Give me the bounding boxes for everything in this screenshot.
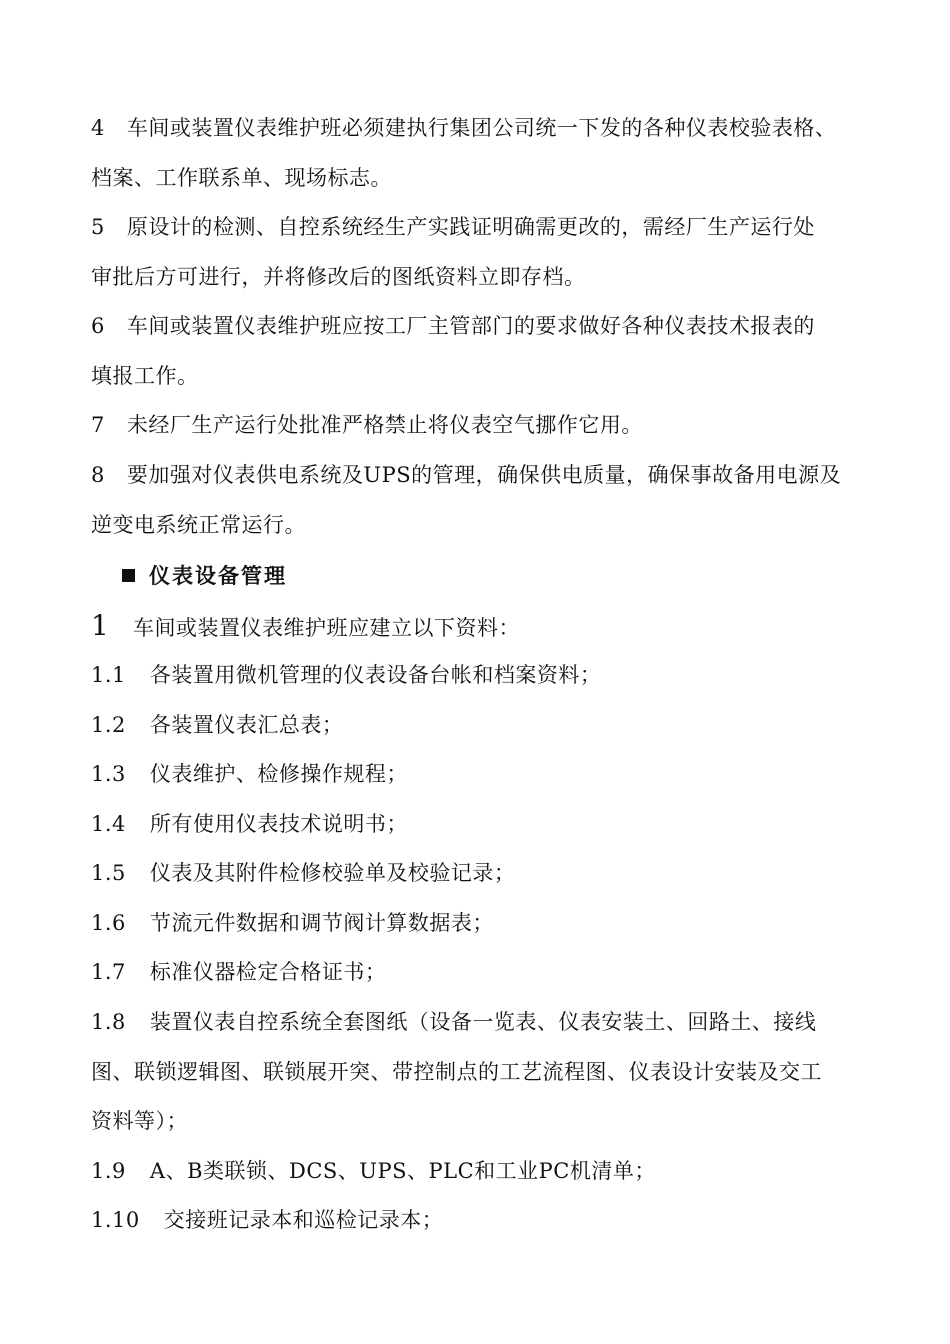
sub-intro-text: 车间或装置仪表维护班应建立以下资料： [133, 616, 520, 640]
item-text: 未经厂生产运行处批准严格禁止将仪表空气挪作它用。 [126, 413, 643, 437]
subitem-1-6 [91, 910, 494, 936]
item-5-continuation: 审批后方可进行，并将修改后的图纸资料立即存档。 [91, 265, 586, 289]
subitem-text: 所有使用仪表技术说明书； [149, 812, 408, 836]
subitem-number: 1.5 [91, 861, 126, 885]
item-number: 7 [91, 413, 105, 437]
subitem-1-8-continuation-2: 资料等）； [91, 1109, 188, 1133]
item-number: 6 [91, 314, 105, 338]
subitem-text: 各装置仪表汇总表； [149, 713, 344, 737]
subitem-text: 仪表及其附件检修校验单及校验记录； [149, 861, 516, 885]
item-number: 4 [91, 116, 105, 140]
subitem-1-10 [91, 1207, 443, 1233]
sub-intro-line [91, 609, 520, 642]
subitem-text: A、B类联锁、DCS、UPS、PLC和工业PC机清单； [149, 1159, 656, 1183]
subitem-1-1 [91, 662, 601, 688]
item-number: 5 [91, 215, 105, 239]
subitem-text: 标准仪器检定合格证书； [149, 960, 387, 984]
subitem-number: 1.10 [91, 1208, 140, 1232]
item-8-line [91, 462, 841, 488]
subitem-1-8-continuation: 图、联锁逻辑图、联锁展开突、带控制点的工艺流程图、仪表设计安装及交工 [91, 1060, 822, 1084]
subitem-1-8 [91, 1009, 816, 1035]
subitem-number: 1.4 [91, 812, 126, 836]
subitem-number: 1.6 [91, 911, 126, 935]
subitem-1-3 [91, 761, 408, 787]
subitem-1-4 [91, 811, 408, 837]
subitem-text: 仪表维护、检修操作规程； [149, 762, 408, 786]
item-4-continuation: 档案、工作联系单、现场标志。 [91, 166, 392, 190]
subitem-text: 交接班记录本和巡检记录本； [163, 1208, 444, 1232]
section-heading [122, 563, 287, 589]
subitem-number: 1.3 [91, 762, 126, 786]
item-number: 8 [91, 463, 105, 487]
subitem-text: 各装置用微机管理的仪表设备台帐和档案资料； [149, 663, 602, 687]
sub-intro-number: 1 [91, 609, 110, 642]
subitem-number: 1.8 [91, 1010, 126, 1034]
item-5-line [91, 214, 815, 240]
subitem-1-2 [91, 712, 343, 738]
item-7-line [91, 412, 643, 438]
subitem-number: 1.2 [91, 713, 126, 737]
subitem-number: 1.7 [91, 960, 126, 984]
subitem-text: 节流元件数据和调节阀计算数据表； [149, 911, 494, 935]
item-8-continuation: 逆变电系统正常运行。 [91, 513, 306, 537]
section-title: 仪表设备管理 [149, 564, 287, 588]
item-4-line [91, 115, 836, 141]
subitem-number: 1.1 [91, 663, 126, 687]
item-6-line [91, 313, 815, 339]
subitem-number: 1.9 [91, 1159, 126, 1183]
subitem-1-9 [91, 1158, 656, 1184]
subitem-1-7 [91, 959, 386, 985]
item-text: 车间或装置仪表维护班应按工厂主管部门的要求做好各种仪表技术报表的 [126, 314, 815, 338]
square-bullet-icon [122, 569, 135, 582]
subitem-text: 装置仪表自控系统全套图纸（设备一览表、仪表安装土、回路土、接线 [149, 1010, 817, 1034]
subitem-1-5 [91, 860, 515, 886]
item-text: 车间或装置仪表维护班必须建执行集团公司统一下发的各种仪表校验表格、 [126, 116, 837, 140]
item-text: 要加强对仪表供电系统及UPS的管理，确保供电质量，确保事故备用电源及 [126, 463, 842, 487]
item-6-continuation: 填报工作。 [91, 364, 199, 388]
item-text: 原设计的检测、自控系统经生产实践证明确需更改的，需经厂生产运行处 [126, 215, 815, 239]
